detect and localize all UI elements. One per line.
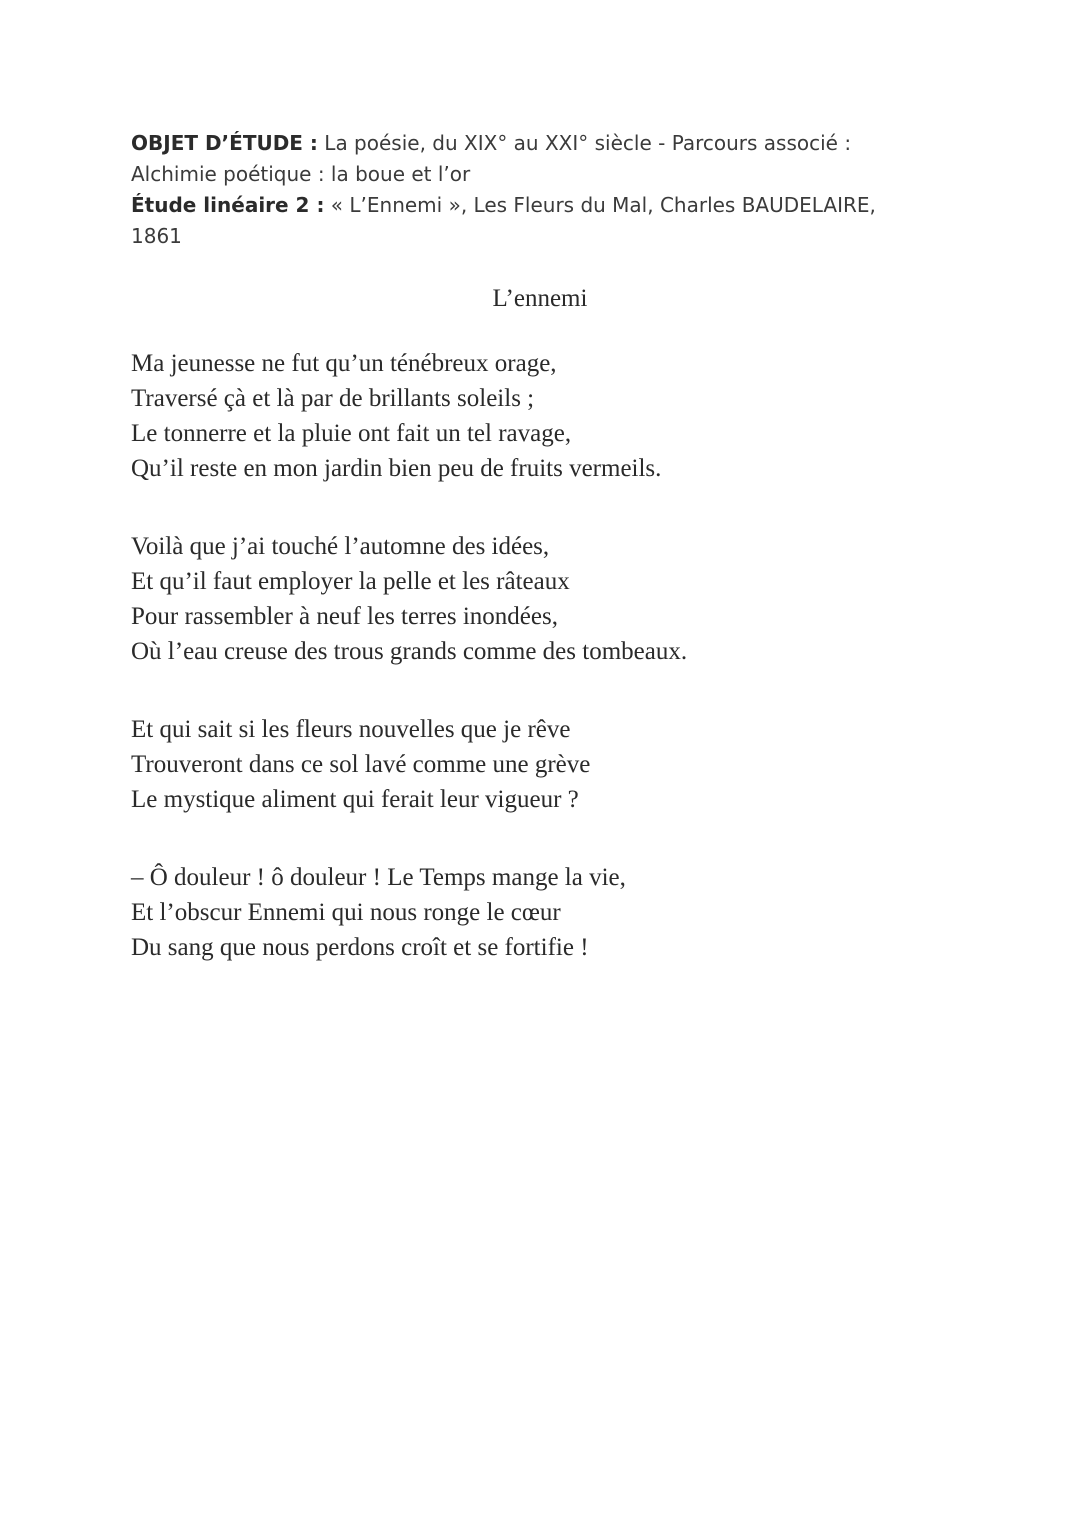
verse-line: Traversé çà et là par de brillants soleils ; — [131, 385, 535, 412]
objet-etude-line — [131, 128, 931, 159]
verse-line: Pour rassembler à neuf les terres inondées, — [131, 603, 558, 630]
etude-lineaire-text: « L’Ennemi », Les Fleurs du Mal, Charles BAUDELAIRE, — [324, 193, 876, 217]
etude-lineaire-line — [131, 190, 931, 221]
verse-line: Et qu’il faut employer la pelle et les râteaux — [131, 568, 570, 595]
verse-line: Et l’obscur Ennemi qui nous ronge le cœur — [131, 899, 561, 926]
verse-line: – Ô douleur ! ô douleur ! Le Temps mange la vie, — [131, 864, 626, 891]
objet-etude-continuation: Alchimie poétique : la boue et l’or — [131, 162, 471, 186]
stanza-1 — [131, 346, 931, 486]
verse-line: Qu’il reste en mon jardin bien peu de fruits vermeils. — [131, 455, 662, 482]
poem-body — [131, 346, 931, 1008]
verse-line: Le mystique aliment qui ferait leur vigueur ? — [131, 786, 579, 813]
verse-line: Où l’eau creuse des trous grands comme des tombeaux. — [131, 638, 688, 665]
etude-lineaire-continuation: 1861 — [131, 224, 182, 248]
stanza-2 — [131, 529, 931, 669]
objet-etude-text: La poésie, du XIX° au XXI° siècle - Parcours associé : — [317, 131, 852, 155]
stanza-4 — [131, 860, 931, 965]
verse-line: Trouveront dans ce sol lavé comme une grève — [131, 751, 591, 778]
poem-title: L’ennemi — [492, 285, 588, 312]
verse-line: Le tonnerre et la pluie ont fait un tel ravage, — [131, 420, 572, 447]
stanza-3 — [131, 712, 931, 817]
verse-line: Voilà que j’ai touché l’automne des idées, — [131, 533, 550, 560]
verse-line: Du sang que nous perdons croît et se fortifie ! — [131, 934, 589, 961]
verse-line: Et qui sait si les fleurs nouvelles que je rêve — [131, 716, 571, 743]
document-header — [131, 128, 931, 252]
objet-etude-label: OBJET D’ÉTUDE : — [131, 131, 318, 155]
verse-line: Ma jeunesse ne fut qu’un ténébreux orage, — [131, 350, 557, 377]
etude-lineaire-label: Étude linéaire 2 : — [131, 193, 325, 217]
